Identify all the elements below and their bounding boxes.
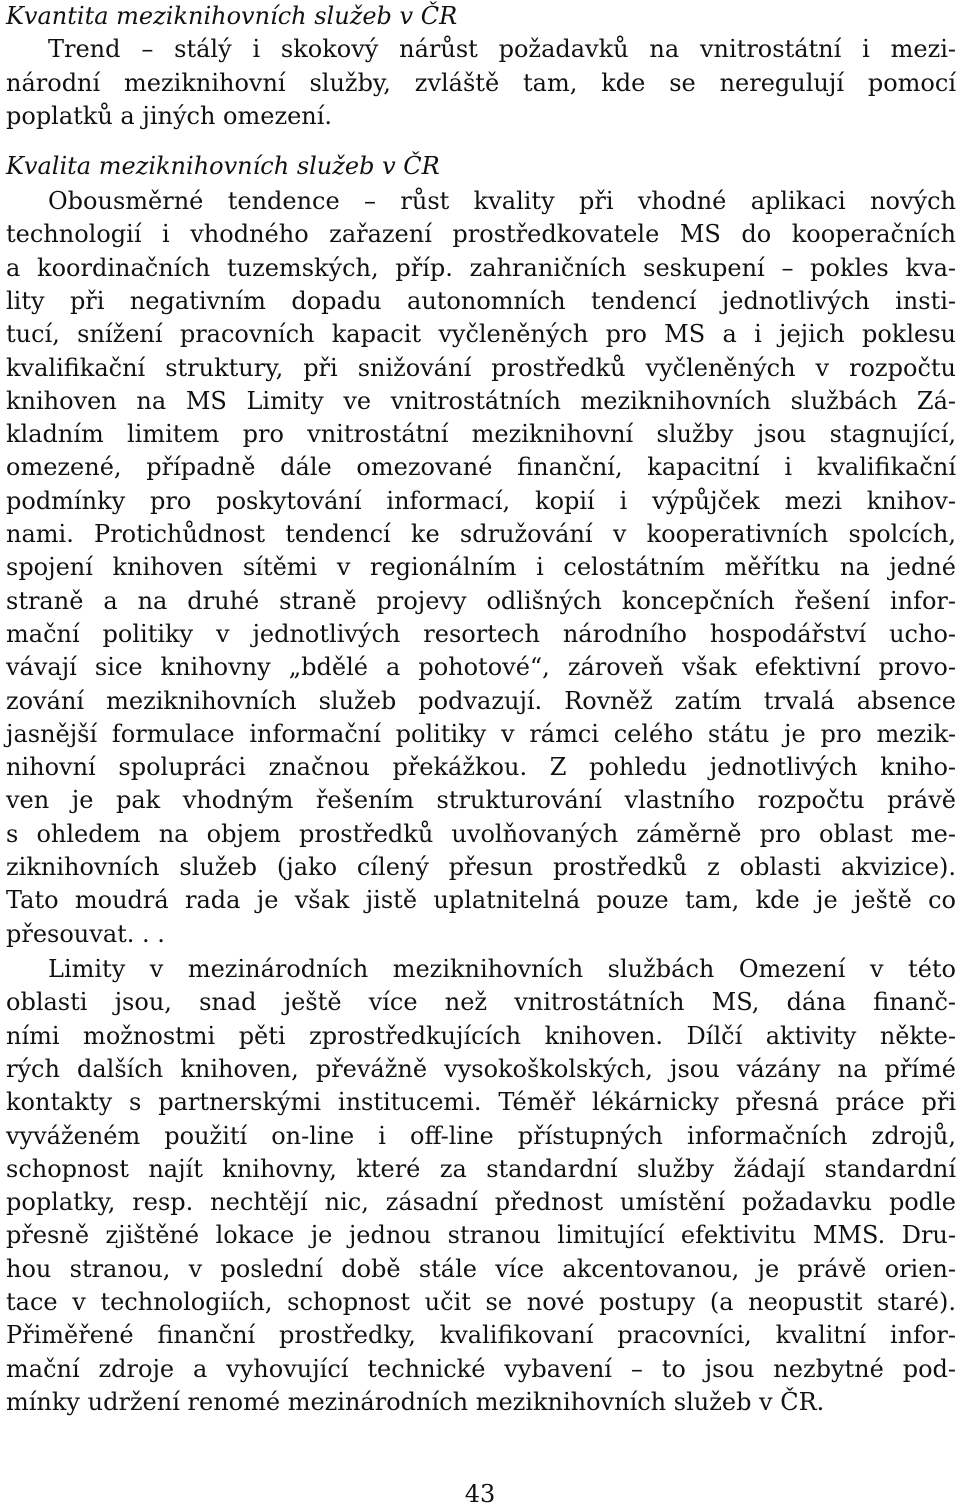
text-line: poplatků a jiných omezení.: [6, 101, 333, 130]
section-heading-quantity: Kvantita meziknihovních služeb v ČR: [6, 2, 458, 30]
text-line: Přiměřené finanční prostředky, kvalifikovaní pracovníci, kvalitní infor-: [6, 1321, 956, 1350]
page-number: 43: [464, 1480, 496, 1508]
text-line: poplatky, resp. nechtějí nic, zásadní přednost umístění požadavku podle: [6, 1188, 956, 1217]
text-line: vávají sice knihovny „bdělé a pohotové“, zároveň však efektivní provo-: [6, 653, 956, 682]
text-line: tucí, snížení pracovních kapacit vyčleněných pro MS a i jejich poklesu: [6, 320, 956, 349]
text-line: s ohledem na objem prostředků uvolňovaných záměrně pro oblast me-: [6, 819, 956, 848]
text-line: schopnost najít knihovny, které za standardní služby žádají standardní: [6, 1154, 956, 1183]
text-line: mínky udržení renomé mezinárodních meziknihovních služeb v ČR.: [6, 1387, 825, 1416]
text-line: Limity v mezinárodních meziknihovních službách Omezení v této: [48, 955, 956, 983]
text-line: technologií i vhodného zařazení prostředkovatele MS do kooperačních: [6, 220, 956, 249]
text-line: spojení knihoven sítěmi v regionálním i celostátním měřítku na jedné: [6, 553, 956, 582]
text-line: nami. Protichůdnost tendencí ke sdružování v kooperativních spolcích,: [6, 520, 956, 548]
text-line: kvalifikační struktury, při snižování prostředků vyčleněných v rozpočtu: [6, 353, 956, 382]
text-line: lity při negativním dopadu autonomních tendencí jednotlivých insti-: [6, 286, 956, 315]
text-line: knihoven na MS Limity ve vnitrostátních meziknihovních službách Zá-: [6, 386, 956, 415]
text-line: ven je pak vhodným řešením strukturování vlastního rozpočtu právě: [6, 786, 956, 815]
text-line: mační zdroje a vyhovující technické vybavení – to jsou nezbytné pod-: [6, 1354, 956, 1383]
text-line: jasnější formulace informační politiky v rámci celého státu je pro mezik-: [6, 719, 956, 748]
text-line: oblasti jsou, snad ještě více než vnitrostátních MS, dána finanč-: [6, 988, 956, 1017]
text-line: Trend – stálý i skokový nárůst požadavků na vnitrostátní i mezi-: [48, 35, 956, 64]
text-line: hou stranou, v poslední době stále více akcentovanou, je právě orien-: [6, 1254, 956, 1283]
text-line: podmínky pro poskytování informací, kopií i výpůjček mezi knihov-: [6, 486, 956, 515]
text-line: přesně zjištěné lokace je jednou stranou limitující efektivitu MMS. Dru-: [6, 1221, 956, 1250]
text-line: vyváženém použití on-line i off-line přístupných informačních zdrojů,: [6, 1121, 956, 1150]
text-line: a koordinačních tuzemských, příp. zahraničních seskupení – pokles kva-: [6, 253, 956, 282]
text-line: straně a na druhé straně projevy odlišných koncepčních řešení infor-: [6, 586, 956, 615]
text-line: kladním limitem pro vnitrostátní meziknihovní služby jsou stagnující,: [6, 420, 956, 449]
text-line: Obousměrné tendence – růst kvality při vhodné aplikaci nových: [48, 187, 956, 215]
text-line: tace v technologiích, schopnost učit se nové postupy (a neopustit staré).: [6, 1288, 956, 1316]
text-line: národní meziknihovní služby, zvláště tam, kde se neregulují pomocí: [6, 68, 956, 97]
text-line: přesouvat. . .: [6, 919, 165, 948]
text-line: Tato moudrá rada je však jistě uplatnitelná pouze tam, kde je ještě co: [6, 886, 956, 915]
text-line: rých dalších knihoven, převážně vysokoškolských, jsou vázány na přímé: [6, 1054, 956, 1083]
text-line: kontakty s partnerskými institucemi. Téměř lékárnicky přesná práce při: [6, 1088, 956, 1117]
section-heading-quality: Kvalita meziknihovních služeb v ČR: [6, 152, 440, 180]
text-line: ními možnostmi pěti zprostředkujících knihoven. Dílčí aktivity někte-: [6, 1021, 956, 1050]
text-line: omezené, případně dále omezované finanční, kapacitní i kvalifikační: [6, 453, 956, 482]
text-line: ziknihovních služeb (jako cílený přesun prostředků z oblasti akvizice).: [6, 853, 956, 881]
text-line: zování meziknihovních služeb podvazují. Rovněž zatím trvalá absence: [6, 686, 956, 715]
text-line: mační politiky v jednotlivých resortech národního hospodářství ucho-: [6, 619, 956, 648]
text-line: nihovní spolupráci značnou překážkou. Z pohledu jednotlivých kniho-: [6, 753, 956, 782]
